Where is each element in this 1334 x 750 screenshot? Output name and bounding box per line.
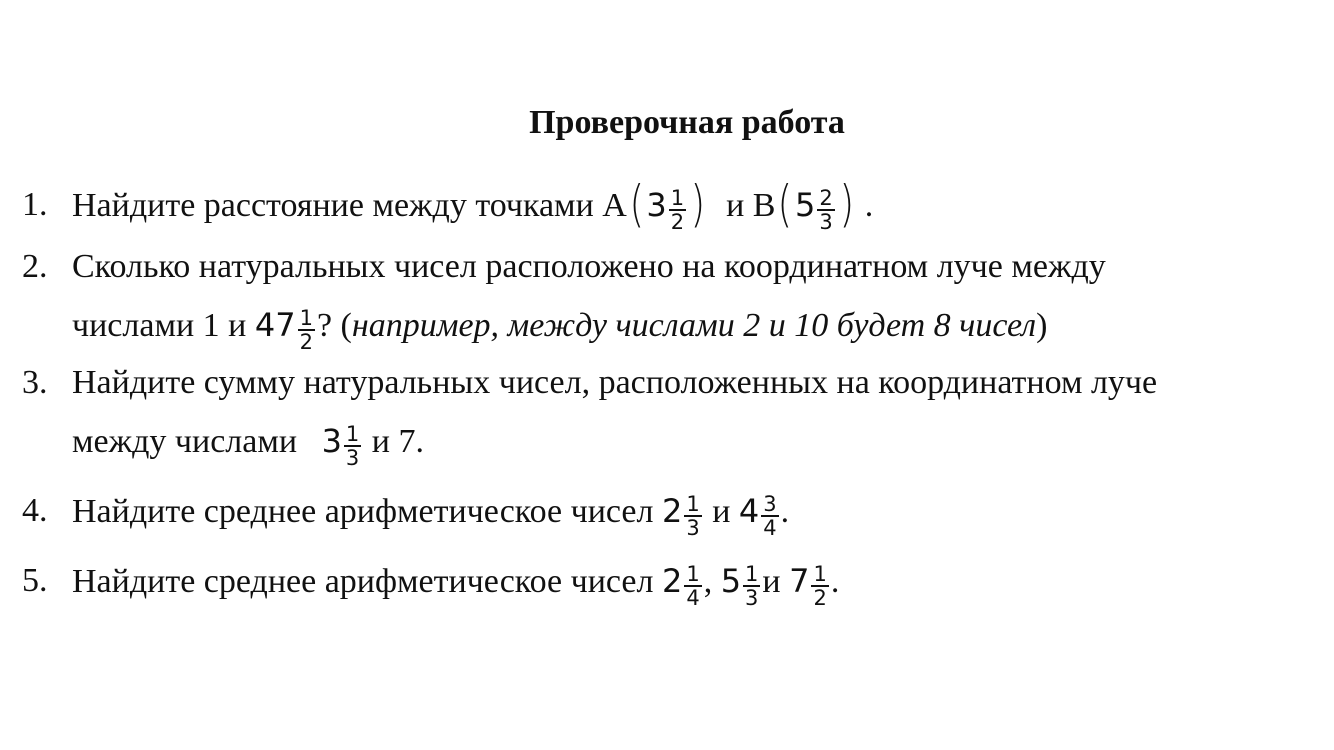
- task-2-line-1: Сколько натуральных чисел расположено на координатном луче между: [72, 248, 1106, 285]
- numerator: 1: [299, 306, 313, 331]
- task-2-number: 2.: [22, 248, 48, 285]
- task-2-question: ? (: [316, 307, 352, 344]
- task-4-and: и: [703, 493, 739, 530]
- numerator: 1: [345, 422, 360, 447]
- point-b-fraction: [817, 187, 834, 233]
- numerator: 1: [813, 562, 827, 587]
- left-paren: (: [629, 175, 644, 234]
- mixed-fraction: [761, 493, 778, 539]
- numerator: 2: [819, 186, 833, 211]
- task-4-end: .: [780, 493, 790, 530]
- mixed-whole: 5: [720, 562, 742, 600]
- mixed-whole: 47: [254, 306, 296, 344]
- task-2-line-2: [72, 302, 1048, 355]
- task-3-lead: между числами: [72, 423, 306, 460]
- task-5-end: .: [830, 563, 840, 600]
- task-4-number: 4.: [22, 492, 48, 529]
- task-4-lead: Найдите среднее арифметическое чисел: [72, 493, 662, 530]
- numerator: 1: [686, 562, 700, 587]
- task-3-line-1: Найдите сумму натуральных чисел, расположенных на координатном луче: [72, 364, 1158, 401]
- task-5-lead: Найдите среднее арифметическое чисел: [72, 563, 662, 600]
- left-paren: (: [777, 175, 793, 234]
- task-2-close: ): [1036, 307, 1048, 344]
- task-5-and: и: [762, 563, 790, 600]
- denominator: 3: [345, 446, 360, 471]
- denominator: 2: [670, 210, 685, 235]
- mixed-fraction: [684, 563, 701, 609]
- task-1-between: и В: [717, 187, 776, 224]
- mixed-fraction: [298, 307, 315, 353]
- denominator: 2: [299, 330, 313, 355]
- denominator: 3: [819, 210, 833, 235]
- task-1-end: .: [856, 187, 874, 224]
- numerator: 1: [745, 562, 759, 587]
- task-5-sep: ,: [703, 563, 721, 600]
- point-b-whole: 5: [794, 186, 816, 224]
- page-title: Проверочная работа: [529, 104, 845, 141]
- point-a-whole: 3: [646, 186, 667, 224]
- task-5-text: [72, 558, 840, 611]
- mixed-whole: 2: [661, 492, 683, 530]
- task-1-lead: Найдите расстояние между точками А: [72, 187, 627, 224]
- right-paren: ): [839, 175, 854, 234]
- task-1-text: [72, 175, 874, 235]
- mixed-fraction: [684, 493, 701, 539]
- task-3-line-2: [72, 418, 424, 471]
- mixed-fraction: [743, 563, 760, 609]
- mixed-whole: 2: [661, 562, 683, 600]
- task-3-number: 3.: [22, 364, 48, 401]
- mixed-whole: 7: [789, 562, 810, 600]
- task-3-end: и 7.: [363, 423, 424, 460]
- denominator: 3: [745, 586, 759, 611]
- denominator: 3: [686, 516, 700, 541]
- denominator: 4: [686, 586, 700, 611]
- task-1-number: 1.: [22, 186, 48, 223]
- mixed-whole: 3: [321, 422, 342, 460]
- mixed-whole: 4: [738, 492, 760, 530]
- numerator: 1: [686, 492, 700, 517]
- numerator: 1: [670, 186, 685, 211]
- task-4-text: [72, 488, 790, 541]
- point-a-fraction: [669, 187, 686, 233]
- mixed-fraction: [811, 563, 828, 609]
- right-paren: ): [690, 175, 706, 234]
- mixed-fraction: [344, 423, 361, 469]
- numerator: 3: [763, 492, 777, 517]
- task-2-example: например, между числами 2 и 10 будет 8 чисел: [351, 307, 1037, 344]
- denominator: 2: [813, 586, 827, 611]
- task-5-number: 5.: [22, 562, 48, 599]
- task-2-lead: числами 1 и: [72, 307, 255, 344]
- denominator: 4: [763, 516, 777, 541]
